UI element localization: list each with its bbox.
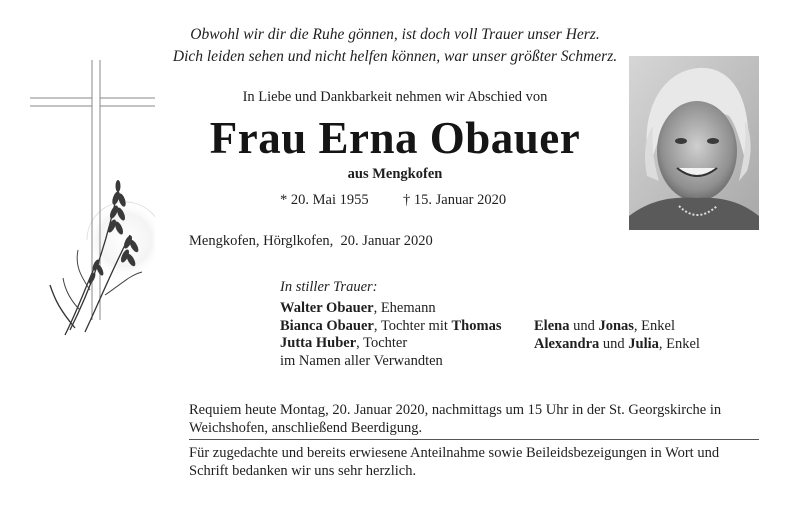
- mourner-name: Julia: [628, 335, 659, 352]
- death-date: [403, 192, 506, 209]
- mourner-relation: , Tochter mit: [373, 317, 452, 334]
- birth-date-value: 20. Mai 1955: [290, 192, 369, 208]
- mourners-left-column: [280, 300, 501, 370]
- divider: [189, 439, 759, 440]
- mourner-name: Bianca Obauer: [280, 317, 374, 334]
- mourner-relation: und: [569, 318, 599, 334]
- mourner-relation: , Ehemann: [373, 300, 436, 316]
- place-date: Mengkofen, Hörglkofen, 20. Januar 2020: [189, 233, 433, 249]
- mourners-right-column: [534, 318, 700, 353]
- requiem-line-2: Weichshofen, anschließend Beerdigung.: [189, 420, 423, 436]
- death-symbol: †: [403, 192, 411, 208]
- mourner-relation: im Namen aller Verwandten: [280, 352, 443, 369]
- mourner-line: [280, 353, 501, 371]
- thanks-line-1: Für zugedachte und bereits erwiesene Anteilnahme sowie Beileidsbezeigungen in Wort und: [189, 445, 720, 461]
- thanks-text: [189, 444, 719, 480]
- birth-date: [280, 192, 369, 209]
- mourner-line: [280, 300, 501, 318]
- requiem-text: [189, 401, 721, 437]
- mourner-relation: und: [599, 335, 629, 352]
- requiem-line-1: Requiem heute Montag, 20. Januar 2020, nachmittags um 15 Uhr in der St. Georgskirche in: [189, 402, 722, 418]
- thanks-line-2: Schrift bedanken wir uns sehr herzlich.: [189, 463, 417, 479]
- deceased-name: Frau Erna Obauer: [209, 113, 581, 163]
- mourner-line: [534, 318, 700, 336]
- mourner-relation: , Enkel: [658, 335, 700, 352]
- mourners-title: In stiller Trauer:: [280, 279, 378, 295]
- poem-line-1: Obwohl wir dir die Ruhe gönnen, ist doch voll Trauer unser Herz.: [190, 26, 600, 43]
- mourner-name: Thomas: [451, 317, 502, 334]
- mourner-name: Elena: [534, 318, 570, 334]
- mourner-relation: , Enkel: [633, 318, 675, 334]
- intro-text: In Liebe und Dankbarkeit nehmen wir Abschied von: [242, 89, 548, 105]
- mourner-relation: , Tochter: [356, 335, 408, 351]
- portrait-photo: [629, 56, 759, 230]
- mourner-line: [280, 335, 501, 353]
- mourner-line: [280, 318, 501, 336]
- mourner-line: [534, 336, 700, 354]
- mourner-name: Walter Obauer: [280, 300, 374, 316]
- mourner-name: Alexandra: [534, 335, 600, 352]
- mourner-name: Jutta Huber: [280, 335, 357, 351]
- birth-symbol: *: [280, 192, 288, 208]
- deceased-origin: aus Mengkofen: [347, 166, 443, 182]
- death-date-value: 15. Januar 2020: [413, 192, 507, 208]
- poem-line-2: Dich leiden sehen und nicht helfen können, war unser größter Schmerz.: [172, 48, 618, 65]
- mourner-name: Jonas: [598, 318, 634, 334]
